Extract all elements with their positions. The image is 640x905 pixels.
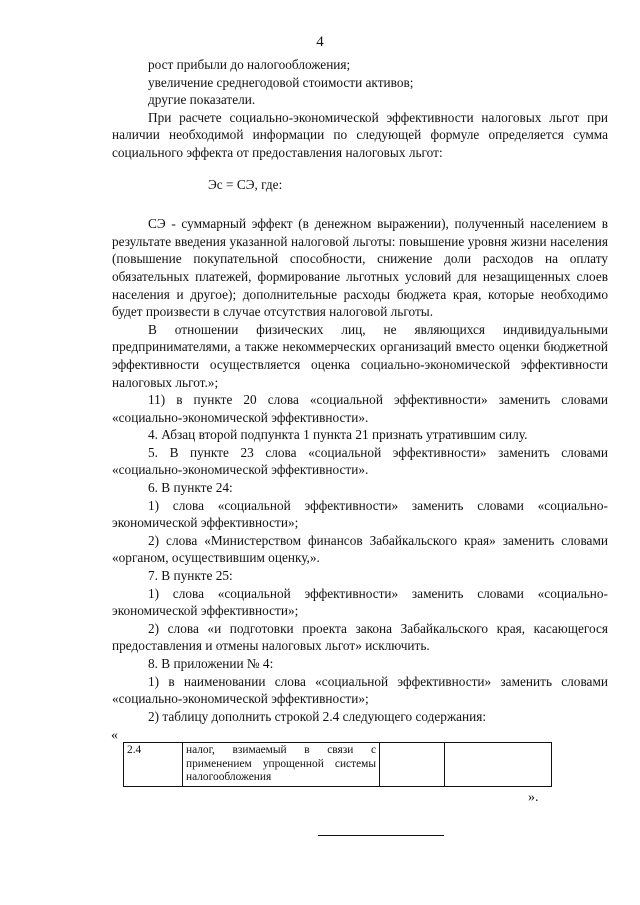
list-line-assets: увеличение среднегодовой стоимости активов; bbox=[148, 74, 414, 90]
divider bbox=[318, 835, 444, 836]
page-number: 4 bbox=[316, 34, 324, 50]
paragraph-item-8-2: 2) таблицу дополнить строкой 2.4 следующего содержания: bbox=[148, 708, 487, 724]
empty-cell bbox=[445, 743, 552, 787]
formula: Эс = СЭ, где: bbox=[208, 176, 283, 192]
paragraph-item-6-2: 2) слова «Министерством финансов Забайкальского края» заменить словами «органом, осуществившим оценку,». bbox=[112, 532, 608, 566]
empty-cell bbox=[380, 743, 445, 787]
quote-close: ». bbox=[528, 790, 539, 805]
paragraph-item-7-1: 1) слова «социальной эффективности» заменить словами «социально-экономической эффективности»; bbox=[112, 585, 608, 619]
list-line-other: другие показатели. bbox=[148, 92, 256, 108]
paragraph-se-definition: СЭ - суммарный эффект (в денежном выражении), полученный населением в результате введения указанной налоговой льготы: повышение уровня жизни населения (повышение покупательной способности, снижение доли расходов на оплату обязательных платежей, формирование льготных условий для незащищенных слоев населения и другое); дополнительные расходы бюджета края, которые необходимо будет произвести в случае отсутствия налоговой льготы. bbox=[112, 216, 608, 320]
paragraph-item-5: 5. В пункте 23 слова «социальной эффективности» заменить словами «социально-экономической эффективности». bbox=[112, 444, 608, 478]
paragraph-social-effect-calc: При расчете социально-экономической эффективности налоговых льгот при наличии необходимой информации по следующей формуле определяется сумма социального эффекта от предоставления налоговых льгот: bbox=[112, 109, 608, 160]
row-number-cell: 2.4 bbox=[124, 743, 183, 787]
paragraph-item-11: 11) в пункте 20 слова «социальной эффективности» заменить словами «социально-экономической эффективности». bbox=[112, 392, 608, 425]
inserted-table-row bbox=[123, 742, 552, 787]
quote-open: « bbox=[111, 728, 118, 743]
document-body bbox=[112, 56, 608, 725]
paragraph-individuals: В отношении физических лиц, не являющихся индивидуальными предпринимателями, а также некоммерческих организаций вместо оценки бюджетной эффективности осуществляется оценка социально-экономической эффективности налоговых льгот.»; bbox=[112, 321, 608, 390]
table-row bbox=[124, 743, 552, 787]
paragraph-item-7-2: 2) слова «и подготовки проекта закона Забайкальского края, касающегося предоставления и отмены налоговых льгот» исключить. bbox=[112, 620, 608, 654]
paragraph-item-7: 7. В пункте 25: bbox=[148, 568, 233, 584]
paragraph-item-4: 4. Абзац второй подпункта 1 пункта 21 признать утратившим силу. bbox=[148, 427, 528, 443]
tax-name-cell: налог, взимаемый в связи с применением упрощенной системы налогообложения bbox=[183, 743, 380, 787]
paragraph-item-8: 8. В приложении № 4: bbox=[148, 656, 274, 671]
list-line-profit: рост прибыли до налогообложения; bbox=[148, 57, 351, 72]
paragraph-item-6-1: 1) слова «социальной эффективности» заменить словами «социально-экономической эффективности»; bbox=[112, 497, 608, 531]
paragraph-item-6: 6. В пункте 24: bbox=[148, 480, 233, 496]
paragraph-item-8-1: 1) в наименовании слова «социальной эффективности» заменить словами «социально-экономической эффективности»; bbox=[112, 673, 608, 707]
